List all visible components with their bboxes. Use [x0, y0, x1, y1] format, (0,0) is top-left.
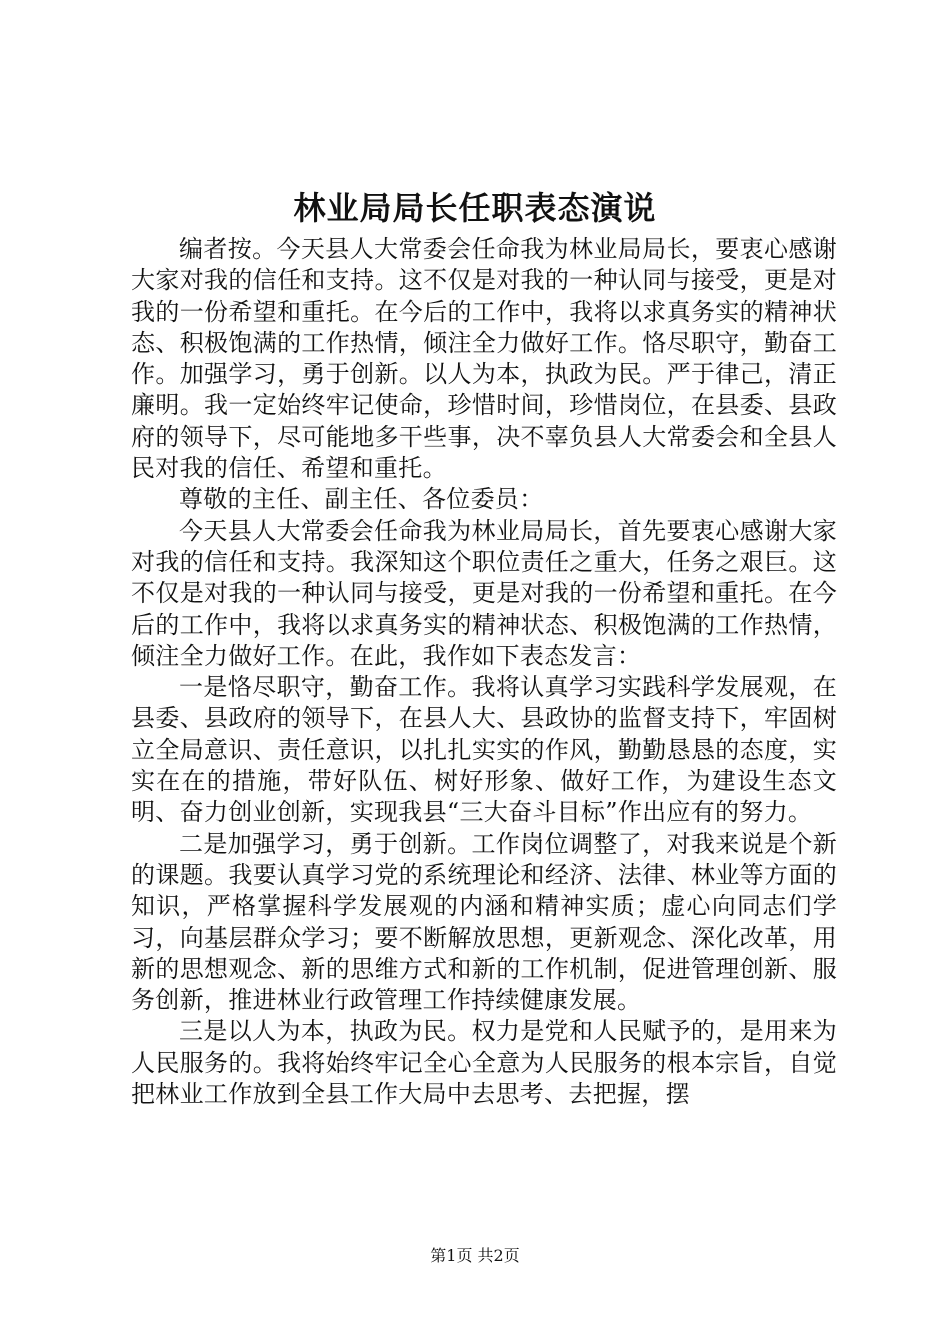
paragraph-point-two: 二是加强学习，勇于创新。工作岗位调整了，对我来说是个新的课题。我要认真学习党的系统理论和经济、法律、林业等方面的知识，严格掌握科学发展观的内涵和精神实质；虚心向同志们学习，向基层群众学习；要不断解放思想，更新观念、深化改革，用新的思想观念、新的思维方式和新的工作机制，促进管理创新、服务创新，推进林业行政管理工作持续健康发展。 [131, 829, 837, 1015]
paragraph-salutation: 尊敬的主任、副主任、各位委员： [179, 485, 544, 514]
document-title: 林业局局长任职表态演说 [293, 189, 657, 227]
document-body [131, 234, 837, 1110]
page-number-footer: 第1页 共2页 [430, 1246, 520, 1265]
paragraph-point-three: 三是以人为本，执政为民。权力是党和人民赋予的，是用来为人民服务的。我将始终牢记全心全意为人民服务的根本宗旨，自觉把林业工作放到全县工作大局中去思考、去把握，摆 [131, 1017, 837, 1109]
paragraph-editor-note: 编者按。今天县人大常委会任命我为林业局局长，要衷心感谢大家对我的信任和支持。这不仅是对我的一种认同与接受，更是对我的一份希望和重托。在今后的工作中，我将以求真务实的精神状态、积极饱满的工作热情，倾注全力做好工作。恪尽职守，勤奋工作。加强学习，勇于创新。以人为本，执政为民。严于律己，清正廉明。我一定始终牢记使命，珍惜时间，珍惜岗位，在县委、县政府的领导下，尽可能地多干些事，决不辜负县人大常委会和全县人民对我的信任、希望和重托。 [131, 235, 837, 483]
paragraph-opening: 今天县人大常委会任命我为林业局局长，首先要衷心感谢大家对我的信任和支持。我深知这个职位责任之重大，任务之艰巨。这不仅是对我的一种认同与接受，更是对我的一份希望和重托。在今后的工作中，我将以求真务实的精神状态、积极饱满的工作热情，倾注全力做好工作。在此，我作如下表态发言： [131, 516, 837, 670]
paragraph-point-one: 一是恪尽职守，勤奋工作。我将认真学习实践科学发展观，在县委、县政府的领导下，在县人大、县政协的监督支持下，牢固树立全局意识、责任意识，以扎扎实实的作风，勤勤恳恳的态度，实实在在的措施，带好队伍、树好形象、做好工作，为建设生态文明、奋力创业创新，实现我县“三大奋斗目标”作出应有的努力。 [131, 673, 837, 827]
